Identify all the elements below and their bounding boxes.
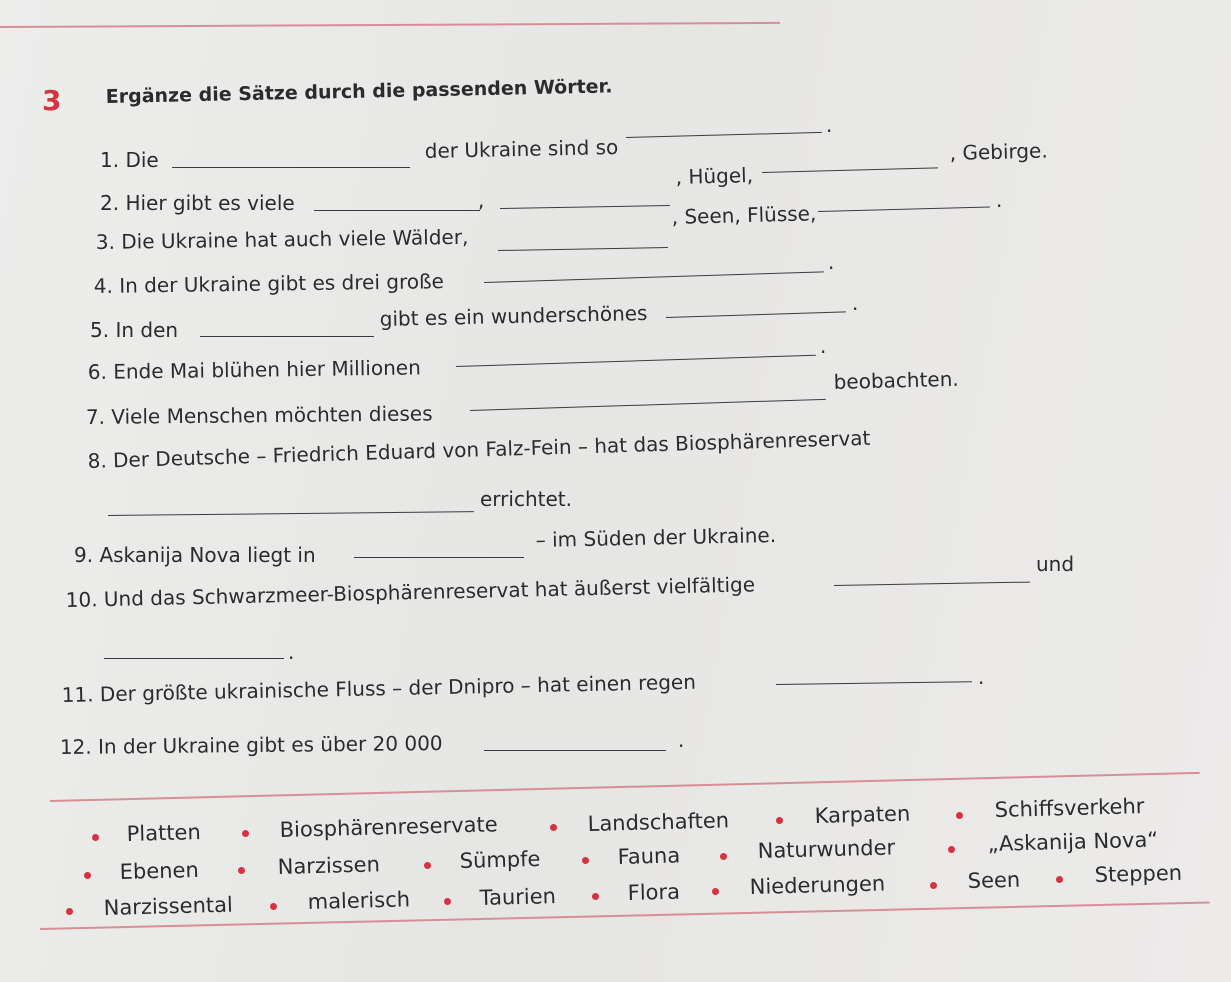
word-bank-item: Fauna [617, 843, 681, 869]
word-bank-item: Taurien [479, 884, 557, 910]
bullet-dot [424, 862, 431, 869]
sentence-2-part-3: . [996, 188, 1003, 212]
blank-4a[interactable] [484, 271, 824, 283]
sentence-6-part-1: 6. Ende Mai blühen hier Millionen [87, 355, 421, 384]
word-bank-item: Narzissen [277, 852, 381, 879]
sentence-1-part-1: 1. Die [100, 148, 159, 172]
blank-9a[interactable] [354, 557, 524, 558]
bullet-dot [444, 898, 451, 905]
sentence-12-part-2: . [678, 728, 685, 752]
sentence-1-part-3: . [826, 113, 833, 137]
word-bank-item: Steppen [1094, 860, 1183, 887]
sentence-9-part-2: – im Süden der Ukraine. [535, 522, 777, 552]
word-bank-item: Landschaften [587, 808, 730, 836]
sentence-10-part-3: . [288, 640, 295, 664]
blank-6a[interactable] [456, 355, 816, 367]
blank-1c[interactable] [762, 167, 938, 173]
blank-10a[interactable] [834, 582, 1030, 586]
sentence-4-part-1: 4. In der Ukraine gibt es drei große [93, 269, 445, 298]
sentence-2-part-1: 2. Hier gibt es viele [100, 191, 295, 215]
sentence-1-part-4: , Hügel, [675, 162, 754, 189]
sentence-3-part-2: , Seen, Flüsse, [671, 201, 817, 229]
sentence-7-part-2: beobachten. [833, 366, 960, 394]
bullet-dot [550, 824, 557, 831]
blank-1a[interactable] [172, 167, 410, 168]
bullet-dot [270, 903, 277, 910]
word-bank-item: Narzissental [103, 892, 234, 920]
word-bank-item: Platten [126, 820, 202, 846]
blank-5a[interactable] [200, 336, 374, 337]
word-bank-item: Biosphärenreservate [279, 812, 498, 842]
word-bank-item: Niederungen [749, 871, 886, 899]
bullet-dot [1056, 876, 1063, 883]
bullet-dot [776, 817, 783, 824]
sentence-5-part-1: 5. In den [90, 318, 179, 342]
word-bank-item: Ebenen [119, 857, 200, 884]
blank-1b[interactable] [626, 132, 822, 138]
bullet-dot [712, 888, 719, 895]
blank-12a[interactable] [484, 750, 666, 751]
word-bank-item: „Askanija Nova“ [987, 827, 1159, 856]
bullet-dot [66, 908, 73, 915]
sentence-5-part-3: . [852, 291, 859, 315]
exercise-instruction: Ergänze die Sätze durch die passenden Wörter. [105, 75, 613, 108]
sentence-8-part-2: errichtet. [480, 487, 572, 511]
word-bank-item: Sümpfe [459, 846, 541, 873]
word-bank-item: Schiffsverkehr [994, 794, 1145, 822]
top-rule [0, 22, 780, 28]
sentence-4-part-2: . [828, 250, 835, 274]
show-through-text: ​ [879, 240, 881, 256]
sentence-5-part-2: gibt es ein wunderschönes [379, 300, 648, 331]
sentence-1-part-2: der Ukraine sind so [424, 134, 619, 163]
bullet-dot [930, 882, 937, 889]
bullet-dot [242, 830, 249, 837]
word-bank-item: Seen [967, 867, 1021, 893]
bullet-dot [582, 857, 589, 864]
blank-5b[interactable] [666, 311, 846, 318]
exercise-number: 3 [42, 84, 62, 117]
sentence-10-part-2: und [1036, 552, 1075, 576]
blank-2b[interactable] [500, 205, 670, 209]
sentence-7-part-1: 7. Viele Menschen möchten dieses [85, 401, 433, 429]
bullet-dot [956, 812, 963, 819]
word-bank-item: malerisch [307, 887, 411, 914]
sentence-1-part-5: , Gebirge. [949, 138, 1048, 165]
bullet-dot [84, 872, 91, 879]
bullet-dot [948, 846, 955, 853]
word-bank-item: Flora [627, 879, 681, 905]
sentence-8-part-1: 8. Der Deutsche – Friedrich Eduard von Falz-Fein – hat das Biosphärenreservat [87, 425, 871, 473]
blank-11a[interactable] [776, 681, 972, 685]
blank-10b[interactable] [104, 658, 284, 659]
blank-3a[interactable] [498, 247, 668, 251]
blank-7a[interactable] [470, 399, 826, 411]
bullet-dot [720, 853, 727, 860]
sentence-3-part-1: 3. Die Ukraine hat auch viele Wälder, [95, 224, 469, 254]
sentence-10-part-1: 10. Und das Schwarzmeer-Biosphärenreservat hat äußerst vielfältige [65, 572, 756, 612]
sentence-11-part-1: 11. Der größte ukrainische Fluss – der Dnipro – hat einen regen [61, 669, 697, 707]
sentence-9-part-1: 9. Askanija Nova liegt in [74, 543, 316, 567]
bullet-dot [92, 834, 99, 841]
sentence-12-part-1: 12. In der Ukraine gibt es über 20 000 [59, 730, 443, 759]
bullet-dot [238, 867, 245, 874]
sentence-6-part-2: . [820, 334, 827, 358]
blank-2c[interactable] [818, 206, 990, 212]
blank-2a[interactable] [314, 210, 480, 211]
word-bank-item: Karpaten [814, 801, 911, 828]
sentence-2-part-2: , [478, 188, 485, 212]
bullet-dot [592, 893, 599, 900]
word-bank-item: Naturwunder [757, 835, 896, 863]
blank-8a[interactable] [108, 511, 474, 516]
sentence-11-part-2: . [978, 665, 985, 689]
